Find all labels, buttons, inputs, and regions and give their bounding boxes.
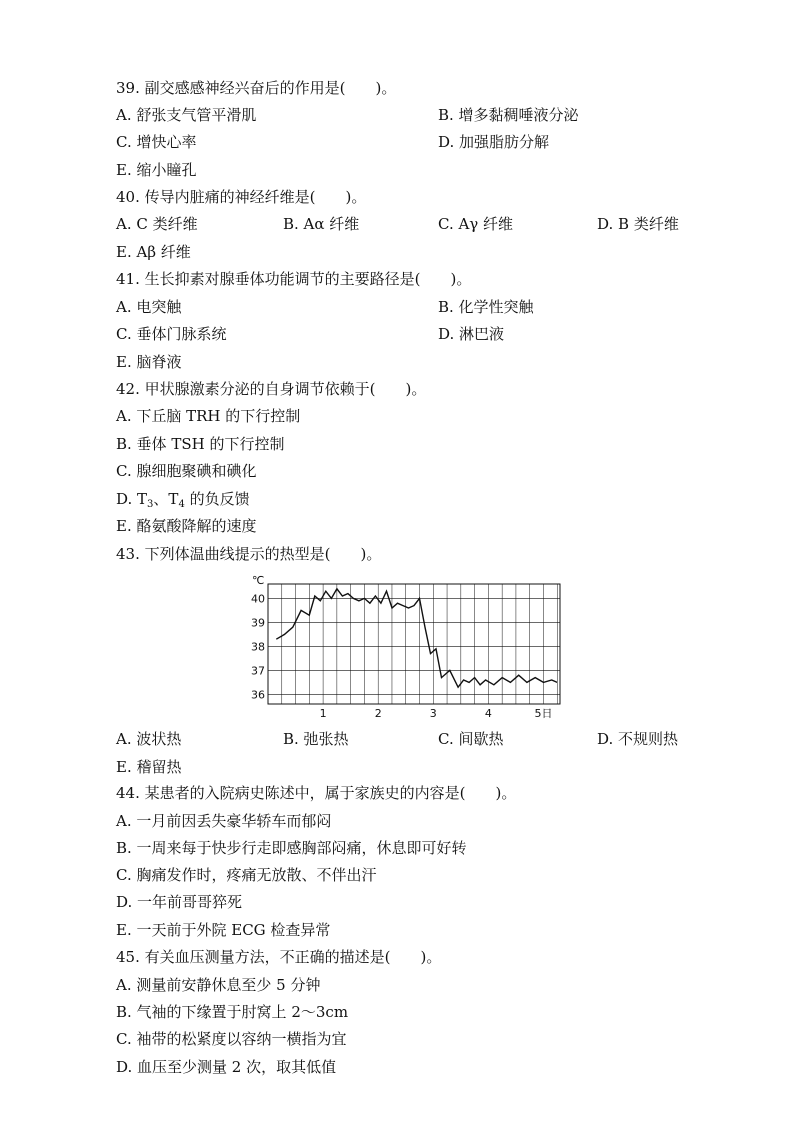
q43-option-a: A. 波状热 bbox=[116, 730, 182, 748]
q45-option-b: B. 气袖的下缘置于肘窝上 2～3cm bbox=[116, 1003, 349, 1021]
q44-option-a: A. 一月前因丢失豪华轿车而郁闷 bbox=[116, 812, 332, 830]
q40-option-a: A. C 类纤维 bbox=[116, 215, 198, 233]
chart-frame bbox=[268, 584, 560, 704]
q39-option-c: C. 增快心率 bbox=[116, 133, 197, 151]
q42-option-d: D. $T_3$、$T_4$ 的负反馈 bbox=[116, 490, 250, 510]
q40-option-e: E. Aβ 纤维 bbox=[116, 243, 191, 261]
q44-option-e: E. 一天前于外院 ECG 检查异常 bbox=[116, 921, 331, 939]
q42-option-b: B. 垂体 TSH 的下行控制 bbox=[116, 435, 285, 453]
q42-option-c: C. 腺细胞聚碘和碘化 bbox=[116, 462, 257, 480]
y-tick-label: 39 bbox=[251, 616, 265, 630]
temperature-series-line bbox=[276, 589, 557, 687]
y-tick-label: 36 bbox=[251, 688, 265, 702]
q45-option-c: C. 袖带的松紧度以容纳一横指为宜 bbox=[116, 1030, 347, 1048]
q41-option-e: E. 脑脊液 bbox=[116, 353, 182, 371]
x-tick-label: 4 bbox=[484, 707, 492, 720]
x-tick-label: 3 bbox=[429, 707, 437, 720]
q45-option-a: A. 测量前安静休息至少 5 分钟 bbox=[116, 976, 321, 994]
q44-option-d: D. 一年前哥哥猝死 bbox=[116, 893, 243, 911]
q43-option-d: D. 不规则热 bbox=[597, 730, 679, 748]
q39-option-e: E. 缩小瞳孔 bbox=[116, 161, 197, 179]
q43-stem: 43. 下列体温曲线提示的热型是( )。 bbox=[116, 545, 382, 563]
q41-option-c: C. 垂体门脉系统 bbox=[116, 325, 227, 343]
q41-stem: 41. 生长抑素对腺垂体功能调节的主要路径是( )。 bbox=[116, 270, 472, 288]
x-tick-label: 2 bbox=[374, 707, 382, 720]
q41-option-b: B. 化学性突触 bbox=[438, 298, 534, 316]
temperature-chart bbox=[240, 574, 570, 720]
q41-option-a: A. 电突触 bbox=[116, 298, 182, 316]
q43-option-b: B. 弛张热 bbox=[283, 730, 349, 748]
q43-option-c: C. 间歇热 bbox=[438, 730, 504, 748]
q40-stem: 40. 传导内脏痛的神经纤维是( )。 bbox=[116, 188, 367, 206]
q39-stem: 39. 副交感感神经兴奋后的作用是( )。 bbox=[116, 79, 397, 97]
q42-stem: 42. 甲状腺激素分泌的自身调节依赖于( )。 bbox=[116, 380, 427, 398]
q45-stem: 45. 有关血压测量方法，不正确的描述是( )。 bbox=[116, 948, 442, 966]
q45-option-d: D. 血压至少测量 2 次，取其低值 bbox=[116, 1058, 337, 1076]
y-tick-label: 38 bbox=[251, 640, 265, 654]
y-tick-label: 40 bbox=[251, 592, 265, 606]
q42-option-e: E. 酪氨酸降解的速度 bbox=[116, 517, 257, 535]
q44-stem: 44. 某患者的入院病史陈述中，属于家族史的内容是( )。 bbox=[116, 784, 517, 802]
q40-option-c: C. Aγ 纤维 bbox=[438, 215, 514, 233]
y-tick-label: 37 bbox=[251, 664, 265, 678]
q40-option-b: B. Aα 纤维 bbox=[283, 215, 360, 233]
q40-option-d: D. B 类纤维 bbox=[597, 215, 679, 233]
q39-option-d: D. 加强脂肪分解 bbox=[438, 133, 550, 151]
q42-option-a: A. 下丘脑 TRH 的下行控制 bbox=[116, 407, 301, 425]
q44-option-b: B. 一周来每于快步行走即感胸部闷痛，休息即可好转 bbox=[116, 839, 467, 857]
x-tick-label: 5日 bbox=[534, 707, 553, 720]
x-tick-label: 1 bbox=[319, 707, 327, 720]
q39-option-a: A. 舒张支气管平滑肌 bbox=[116, 106, 257, 124]
y-axis-unit-label: ℃ bbox=[252, 574, 265, 587]
q43-option-e: E. 稽留热 bbox=[116, 758, 182, 776]
q41-option-d: D. 淋巴液 bbox=[438, 325, 505, 343]
q44-option-c: C. 胸痛发作时，疼痛无放散、不伴出汗 bbox=[116, 866, 377, 884]
q39-option-b: B. 增多黏稠唾液分泌 bbox=[438, 106, 579, 124]
